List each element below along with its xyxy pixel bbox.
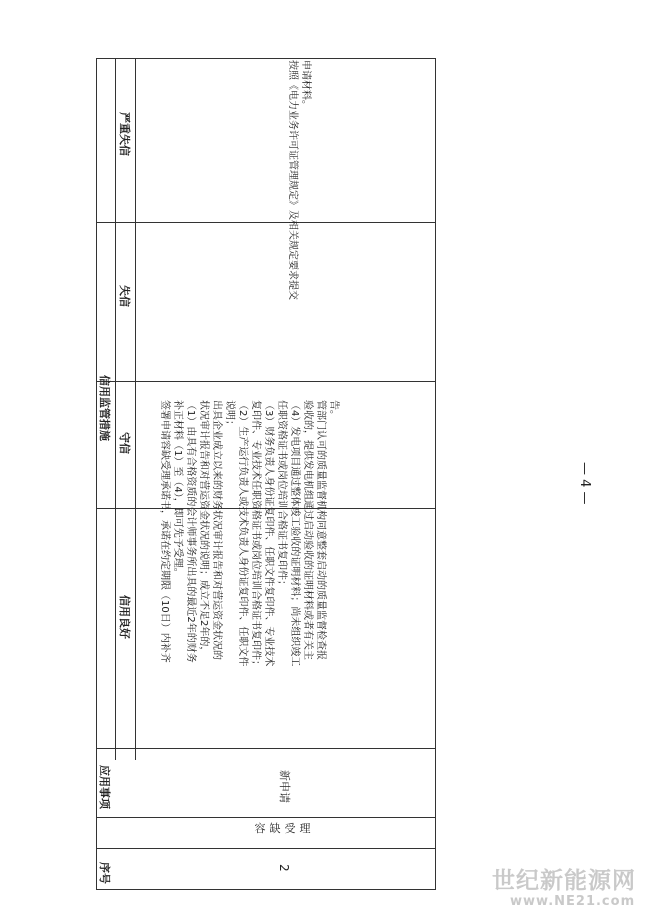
text-line: 复印件、专业技术任职资格证书或岗位培训合格证书复印件； [250,400,261,670]
divider-seq [96,848,436,849]
divider-header-levels [115,58,116,760]
text-line: 说明； [224,400,235,430]
divider-header-top [135,58,136,760]
category-char: 受 [284,822,296,835]
divider-category [96,817,436,818]
divider-dishonest-severe [96,222,436,223]
text-line: 状况审计报告和对营运资金状况的说明；成立不足2年的， [198,400,209,657]
text-line: 告。 [328,400,339,420]
text-line: 申请材料。 [300,60,311,110]
text-line: 任职资格证书或岗位培训合格证书复印件； [276,400,287,590]
category-char: 容 [254,822,266,835]
text-line: （2）生产运行负责人或技术负责人身份证复印件、任职文件 [237,400,248,667]
header-level-severe: 严重失信 [118,112,131,156]
text-line: 出具企业成立以来的财务状况审计报告和对营运资金状况的 [211,400,222,660]
header-measures: 信用监管措施 [98,375,111,441]
row-item: 新申请 [278,770,291,803]
header-level-trusted: 守信 [118,432,131,454]
text-line: 签署申请容缺受理承诺书，承诺在约定期限（10日）内补齐 [159,400,170,663]
header-level-good: 信用良好 [118,595,131,639]
text-line: （1）由具有合格资质的会计师事务所出具的最近2年的财务 [185,400,196,663]
site-watermark: 世纪新能源网 [492,868,636,894]
text-line: 管部门认可的质量监督机构同意整套启动的质量监督检查报 [315,400,326,660]
text-line: 验收的，提供发电机组通过启动验收的证明材料或者有关主 [302,400,313,660]
text-line: （4）发电项目通过整体竣工验收的证明材料；尚未组织竣工 [289,400,300,667]
category-char: 理 [299,822,311,835]
header-level-dishonest: 失信 [118,285,131,307]
header-seq: 序号 [98,862,111,884]
text-line: 按照《电力业务许可证管理规定》及相关规定要求提交 [287,60,298,300]
site-watermark-url: www.NE21.com [510,894,636,909]
row-seq: 2 [277,864,291,872]
category-char: 缺 [269,822,281,835]
page-number: — 4 — [577,462,592,505]
text-line: 补正材料（1）至（4），即可先予受理。 [172,400,183,578]
divider-item [96,748,436,749]
divider-trusted-dishonest [96,381,436,382]
text-line: （3）财务负责人身份证复印件、任职文件复印件、专业技术 [263,400,274,667]
header-application: 应用事项 [98,765,111,809]
